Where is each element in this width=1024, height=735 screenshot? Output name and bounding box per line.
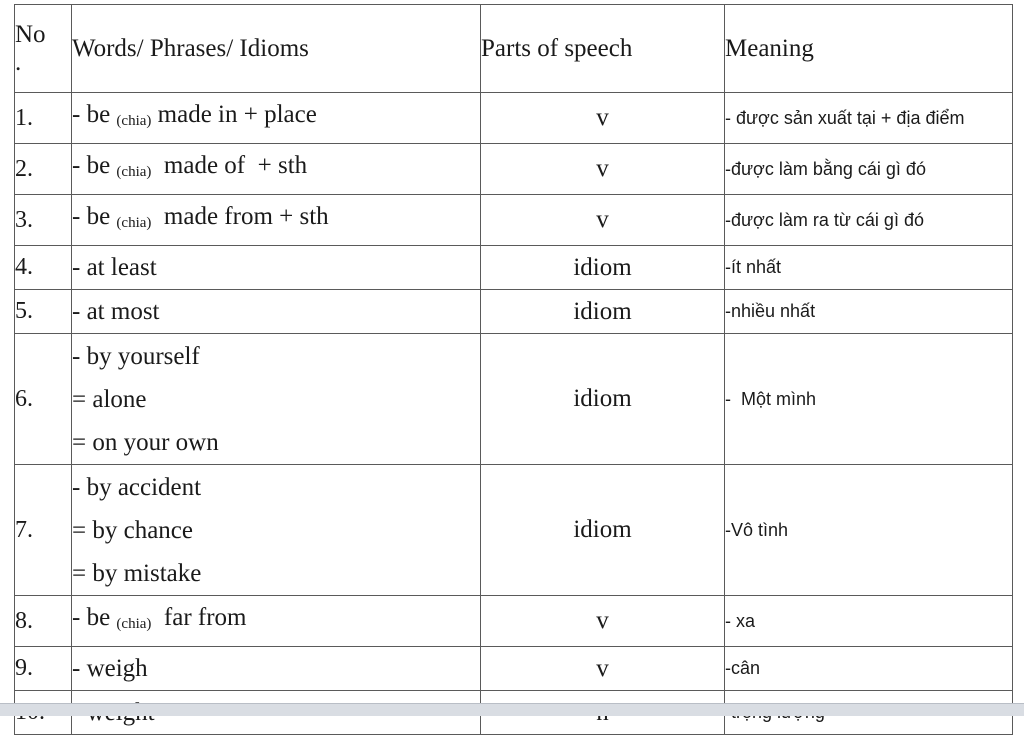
part-of-speech: idiom xyxy=(481,290,725,334)
header-row xyxy=(15,5,1013,93)
word-phrase-line xyxy=(72,195,480,245)
word-phrase-line xyxy=(72,421,480,464)
table-row xyxy=(15,246,1013,290)
header-parts-of-speech: Parts of speech xyxy=(481,5,725,93)
table-row xyxy=(15,290,1013,334)
row-number: 1. xyxy=(15,93,72,144)
row-number: 7. xyxy=(15,465,72,596)
phrase-text-rest: made of + sth xyxy=(151,152,308,179)
table-row xyxy=(15,647,1013,691)
conjugate-note: (chia) xyxy=(116,616,152,632)
word-phrase-cell xyxy=(72,246,481,290)
phrase-text: = by mistake xyxy=(72,559,202,587)
part-of-speech: v xyxy=(481,596,725,647)
phrase-text: - by accident xyxy=(72,473,202,501)
vocabulary-table xyxy=(14,4,1013,735)
word-phrase-cell xyxy=(72,647,481,691)
row-number: 5. xyxy=(15,290,72,334)
word-phrase-cell xyxy=(72,195,481,246)
phrase-text: - be xyxy=(72,604,117,631)
part-of-speech: v xyxy=(481,195,725,246)
word-phrase-line xyxy=(72,246,480,289)
word-phrase-cell xyxy=(72,465,481,596)
row-number: 2. xyxy=(15,144,72,195)
phrase-text: - be xyxy=(72,152,117,179)
meaning-cell: -nhiều nhất xyxy=(725,290,1013,334)
header-meaning: Meaning xyxy=(725,5,1013,93)
meaning-cell: -cân xyxy=(725,647,1013,691)
word-phrase-cell xyxy=(72,596,481,647)
table-row xyxy=(15,195,1013,246)
phrase-text: = alone xyxy=(72,385,147,413)
header-no-dot: . xyxy=(15,48,22,76)
vocabulary-body xyxy=(15,93,1013,735)
conjugate-note: (chia) xyxy=(116,113,152,129)
word-phrase-cell xyxy=(72,144,481,195)
word-phrase-line xyxy=(72,290,480,333)
phrase-text: - be xyxy=(72,101,117,128)
phrase-text: - at most xyxy=(72,298,160,325)
part-of-speech: v xyxy=(481,144,725,195)
word-phrase-line xyxy=(72,509,480,552)
word-phrase-line xyxy=(72,378,480,421)
phrase-text-rest: made in + place xyxy=(151,101,317,128)
header-no xyxy=(15,5,72,93)
phrase-text: - weigh xyxy=(72,655,148,682)
header-no-label: No xyxy=(15,20,46,48)
part-of-speech: idiom xyxy=(481,465,725,596)
word-phrase-line xyxy=(72,335,480,378)
phrase-text: - at least xyxy=(72,254,157,281)
table-row xyxy=(15,596,1013,647)
word-phrase-line xyxy=(72,552,480,595)
word-phrase-line xyxy=(72,466,480,509)
table-row xyxy=(15,93,1013,144)
table-row xyxy=(15,465,1013,596)
part-of-speech: v xyxy=(481,93,725,144)
word-phrase-cell xyxy=(72,334,481,465)
phrase-text: - be xyxy=(72,203,117,230)
word-phrase-line xyxy=(72,144,480,194)
window-bottom-edge xyxy=(0,703,1024,716)
meaning-cell: - được sản xuất tại + địa điểm xyxy=(725,93,1013,144)
table-row xyxy=(15,334,1013,465)
phrase-text: - by yourself xyxy=(72,342,200,370)
phrase-text-rest: made from + sth xyxy=(151,203,329,230)
row-number: 8. xyxy=(15,596,72,647)
meaning-cell: -được làm ra từ cái gì đó xyxy=(725,195,1013,246)
meaning-cell: - Một mình xyxy=(725,334,1013,465)
meaning-cell: -Vô tình xyxy=(725,465,1013,596)
word-phrase-line xyxy=(72,647,480,690)
meaning-cell: -ít nhất xyxy=(725,246,1013,290)
header-words: Words/ Phrases/ Idioms xyxy=(72,5,481,93)
phrase-text-rest: far from xyxy=(151,604,247,631)
conjugate-note: (chia) xyxy=(116,215,152,231)
word-phrase-cell xyxy=(72,290,481,334)
word-phrase-cell xyxy=(72,93,481,144)
part-of-speech: idiom xyxy=(481,246,725,290)
part-of-speech: idiom xyxy=(481,334,725,465)
meaning-cell: - xa xyxy=(725,596,1013,647)
table-row xyxy=(15,144,1013,195)
meaning-cell: -được làm bằng cái gì đó xyxy=(725,144,1013,195)
row-number: 6. xyxy=(15,334,72,465)
conjugate-note: (chia) xyxy=(116,164,152,180)
word-phrase-line xyxy=(72,93,480,143)
phrase-text: = by chance xyxy=(72,516,193,544)
row-number: 9. xyxy=(15,647,72,691)
row-number: 3. xyxy=(15,195,72,246)
word-phrase-line xyxy=(72,596,480,646)
phrase-text: = on your own xyxy=(72,428,219,456)
part-of-speech: v xyxy=(481,647,725,691)
row-number: 4. xyxy=(15,246,72,290)
